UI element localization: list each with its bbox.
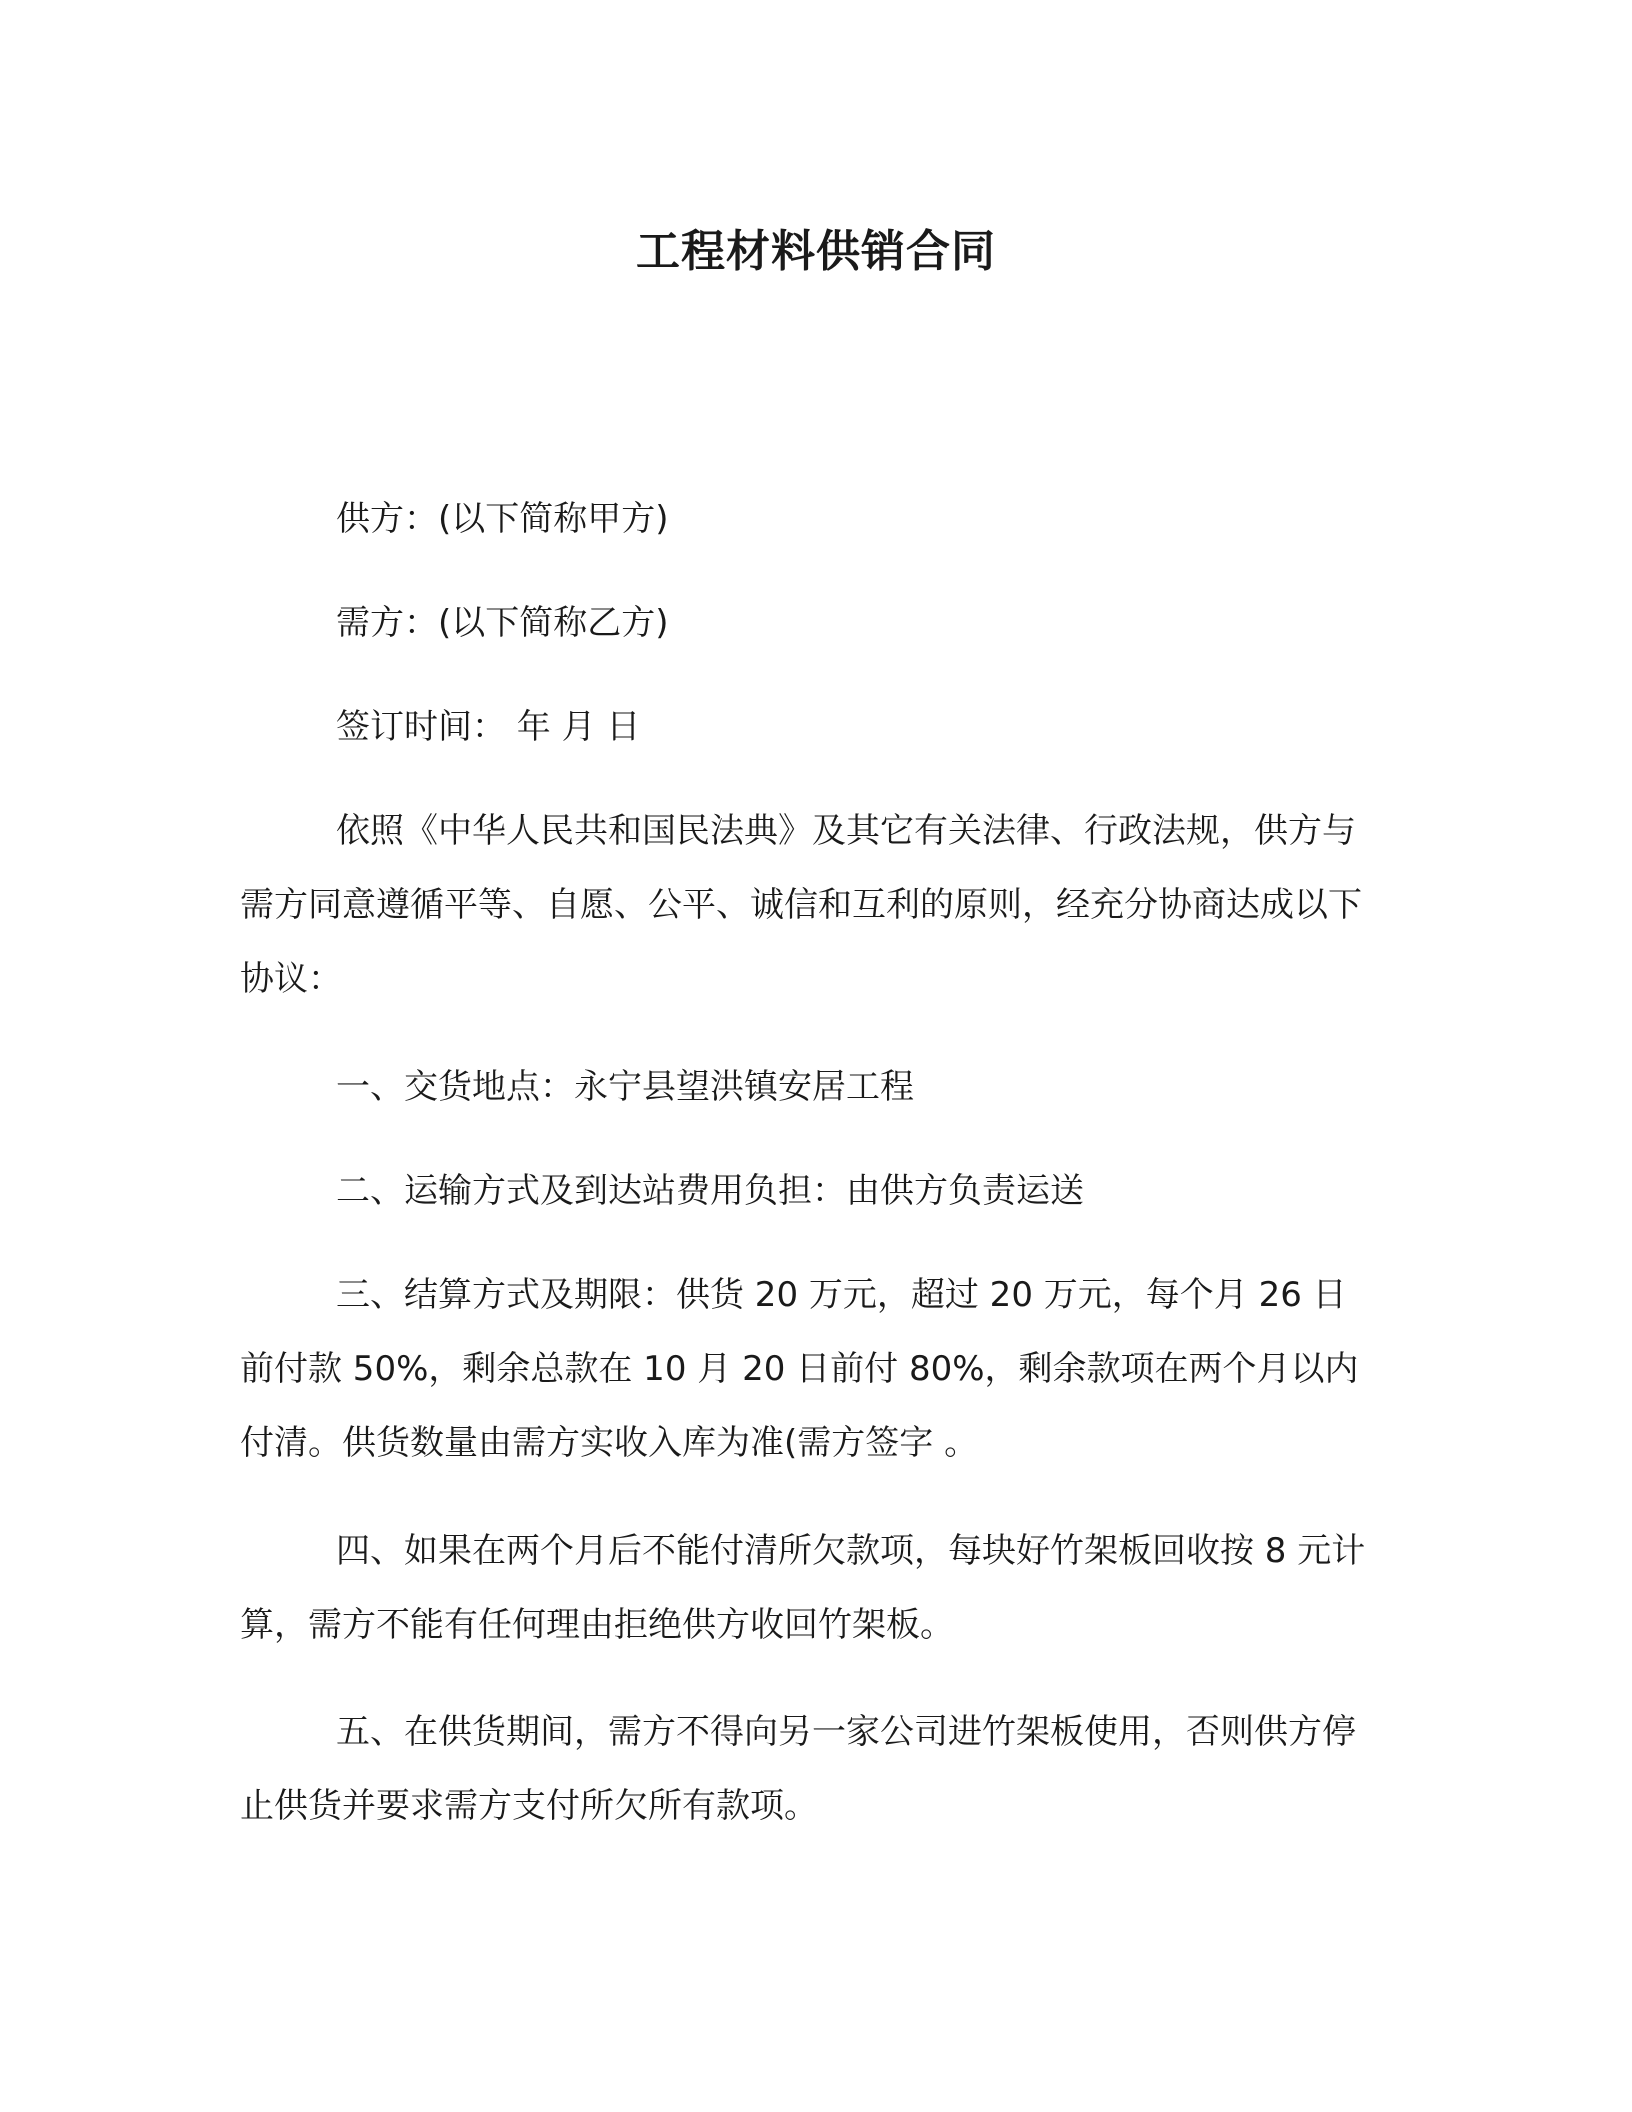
- buyer-field: 需方：(以下简称乙方): [336, 603, 669, 643]
- preamble-paragraph: 依照《中华人民共和国民法典》及其它有关法律、行政法规，供方与需方同意遵循平等、自愿、公平、诚信和互利的原则，经充分协商达成以下协议：: [240, 811, 1362, 999]
- clause-2: 二、运输方式及到达站费用负担：由供方负责运送: [336, 1171, 1084, 1211]
- sign-date-field: 签订时间： 年 月 日: [336, 707, 641, 747]
- clause-1: 一、交货地点：永宁县望洪镇安居工程: [336, 1067, 914, 1107]
- supplier-field: 供方：(以下简称甲方): [336, 499, 669, 539]
- clause-5: 五、在供货期间，需方不得向另一家公司进竹架板使用，否则供方停止供货并要求需方支付所欠所有款项。: [240, 1712, 1356, 1826]
- clause-4: 四、如果在两个月后不能付清所欠款项，每块好竹架板回收按 8 元计算，需方不能有任何理由拒绝供方收回竹架板。: [240, 1531, 1366, 1645]
- document-title: 工程材料供销合同: [636, 226, 996, 277]
- clause-3: 三、结算方式及期限：供货 20 万元，超过 20 万元，每个月 26 日前付款 50%，剩余总款在 10 月 20 日前付 80%，剩余款项在两个月以内付清。供货数量由需方实收入库为准(需方签字 。: [240, 1275, 1359, 1463]
